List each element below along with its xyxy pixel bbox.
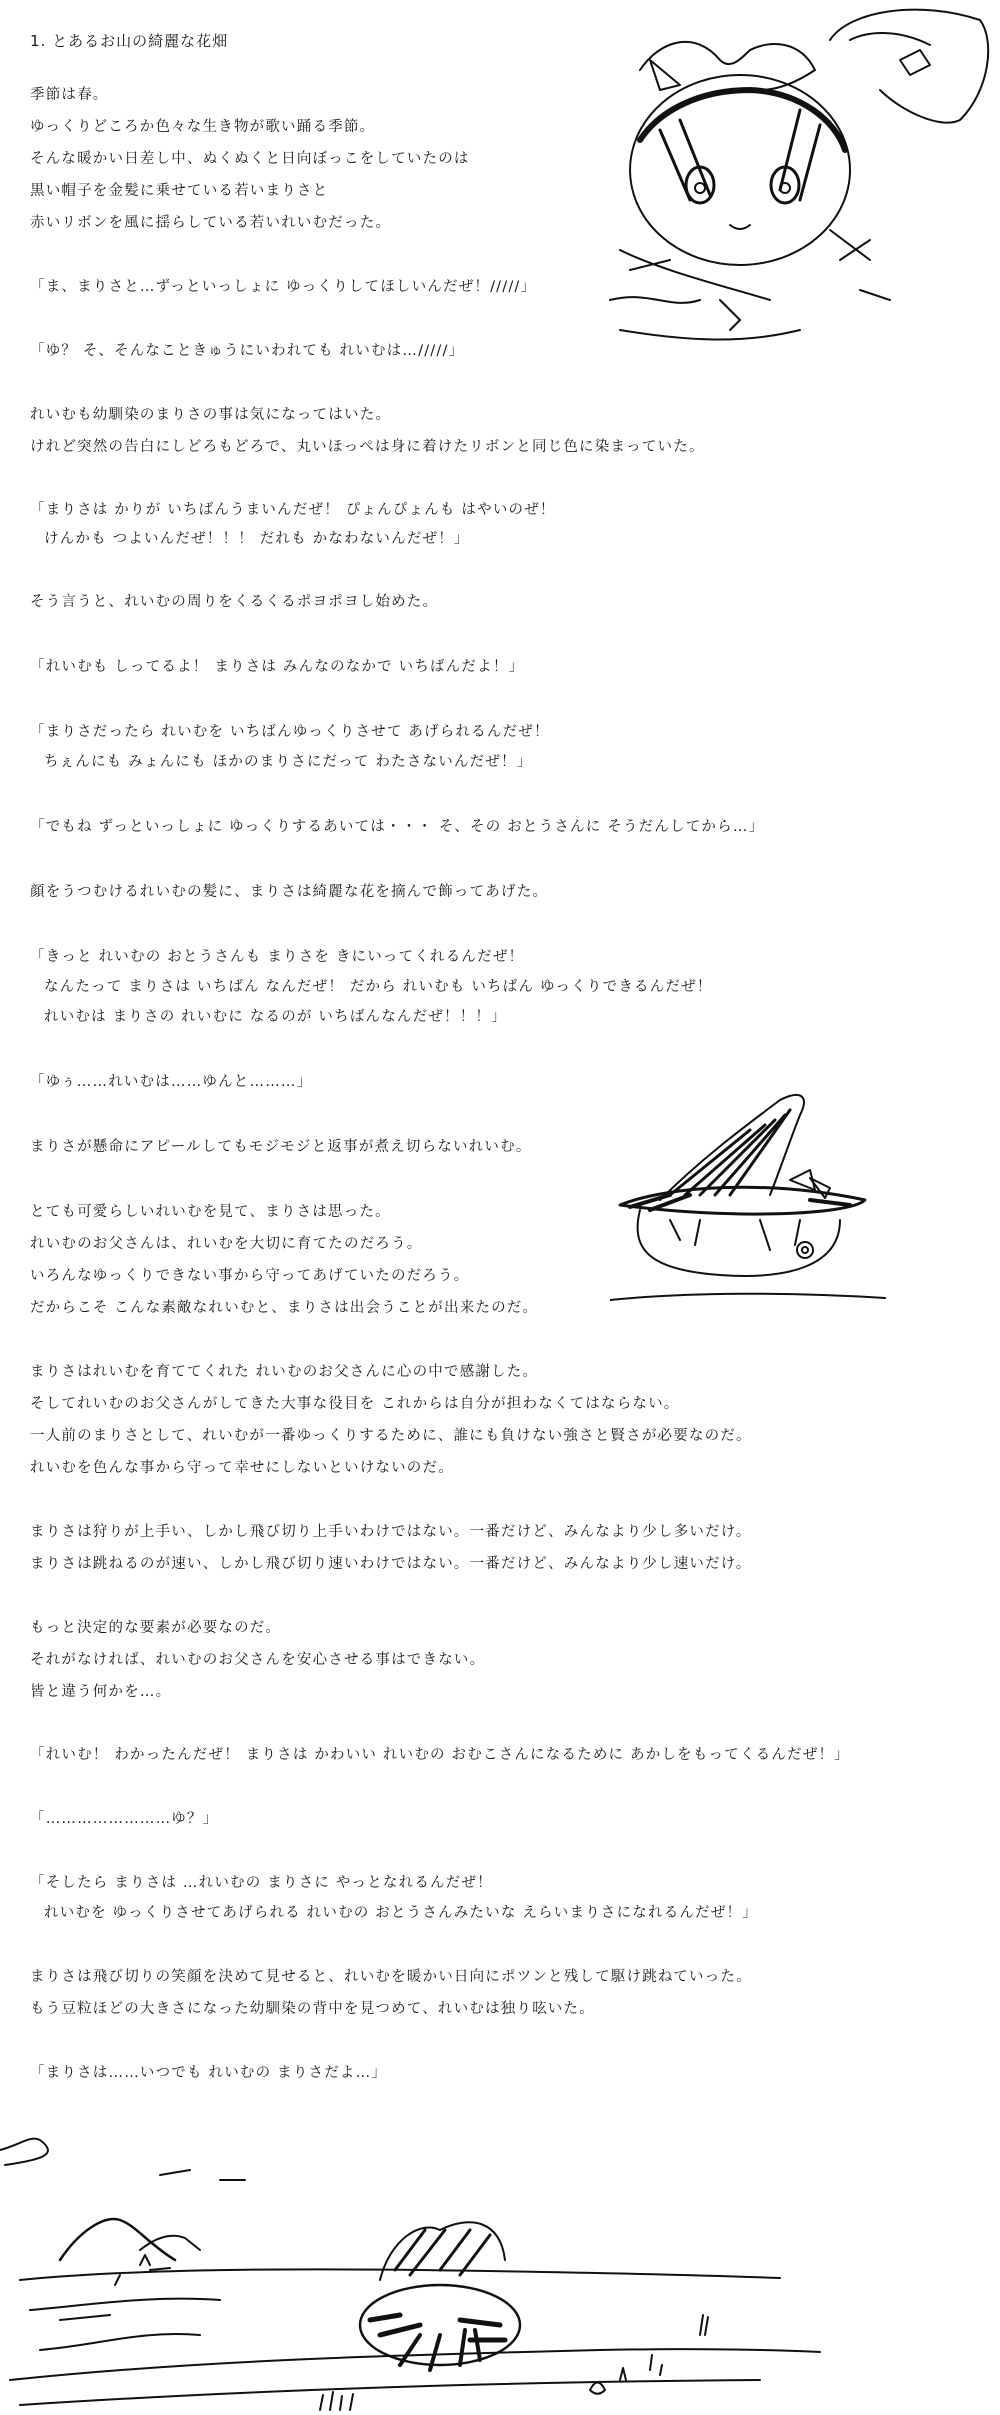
story-line: 一人前のまりさとして、れいむが一番ゆっくりするために、誰にも負けない強さと賢さが必要なのだ。 — [30, 1428, 752, 1444]
story-line: 顔をうつむけるれいむの髪に、まりさは綺麗な花を摘んで飾ってあげた。 — [30, 884, 549, 900]
story-line: れいむを色んな事から守って幸せにしないといけないのだ。 — [30, 1460, 454, 1476]
dialogue-line: 「そしたら まりさは …れいむの まりさに やっとなれるんだぜ！ — [30, 1875, 493, 1891]
reimu-marisa-sketch — [600, 0, 1000, 360]
story-line: それがなければ、れいむのお父さんを安心させる事はできない。 — [30, 1652, 486, 1668]
dialogue-line: 「でもね ずっといっしょに ゆっくりするあいては・・・ そ、その おとうさんに そうだんしてから…」 — [30, 819, 765, 835]
marisa-hat-sketch — [610, 1070, 890, 1310]
story-line: けれど突然の告白にしどろもどろで、丸いほっぺは身に着けたリボンと同じ色に染まっていた。 — [30, 439, 705, 455]
landscape-sketch — [0, 2120, 1000, 2415]
dialogue-line: 「ゆ？ そ、そんなこときゅうにいわれても れいむは…/////」 — [30, 343, 465, 359]
story-line: まりさはれいむを育ててくれた れいむのお父さんに心の中で感謝した。 — [30, 1364, 539, 1380]
story-line: ゆっくりどころか色々な生き物が歌い踊る季節。 — [30, 119, 376, 135]
story-line: そしてれいむのお父さんがしてきた大事な役目を これからは自分が担わなくてはならない。 — [30, 1396, 680, 1412]
story-line: 季節は春。 — [30, 87, 109, 103]
story-line: まりさは跳ねるのが速い、しかし飛び切り速いわけではない。一番だけど、みんなより少し速いだけ。 — [30, 1556, 752, 1572]
dialogue-line: 「まりさは……いつでも れいむの まりさだよ…」 — [30, 2065, 388, 2081]
story-line: そう言うと、れいむの周りをくるくるポヨポヨし始めた。 — [30, 594, 439, 610]
story-line: まりさが懸命にアピールしてもモジモジと返事が煮え切らないれいむ。 — [30, 1139, 532, 1155]
story-title: 1. とあるお山の綺麗な花畑 — [30, 32, 229, 50]
dialogue-line: ちぇんにも みょんにも ほかのまりさにだって わたさないんだぜ！」 — [44, 754, 533, 770]
story-line: そんな暖かい日差し中、ぬくぬくと日向ぼっこをしていたのは — [30, 151, 470, 167]
dialogue-line: 「まりさは かりが いちばんうまいんだぜ！ ぴょんぴょんも はやいのぜ！ — [30, 502, 556, 518]
dialogue-line: 「れいむ！ わかったんだぜ！ まりさは かわいい れいむの おむこさんになるために あかしをもってくるんだぜ！」 — [30, 1747, 850, 1763]
story-line: れいむも幼馴染のまりさの事は気になってはいた。 — [30, 407, 392, 423]
dialogue-line: 「ゆぅ……れいむは……ゆんと………」 — [30, 1074, 313, 1090]
dialogue-line: れいむは まりさの れいむに なるのが いちばんなんだぜ！！！」 — [44, 1009, 507, 1025]
story-line: もっと決定的な要素が必要なのだ。 — [30, 1620, 282, 1636]
dialogue-line: 「れいむも しってるよ！ まりさは みんなのなかで いちばんだよ！」 — [30, 659, 525, 675]
dialogue-line: 「きっと れいむの おとうさんも まりさを きにいってくれるんだぜ！ — [30, 949, 525, 965]
dialogue-line: 「ま、まりさと…ずっといっしょに ゆっくりしてほしいんだぜ！/////」 — [30, 279, 537, 295]
dialogue-line: 「まりさだったら れいむを いちばんゆっくりさせて あげられるんだぜ！ — [30, 724, 550, 740]
story-line: 黒い帽子を金髪に乗せている若いまりさと — [30, 183, 329, 199]
story-line: まりさは飛び切りの笑顔を決めて見せると、れいむを暖かい日向にポツンと残して駆け跳ねていった。 — [30, 1969, 752, 1985]
story-line: まりさは狩りが上手い、しかし飛び切り上手いわけではない。一番だけど、みんなより少し多いだけ。 — [30, 1524, 752, 1540]
dialogue-line: れいむを ゆっくりさせてあげられる れいむの おとうさんみたいな えらいまりさになれるんだぜ！」 — [44, 1905, 758, 1921]
dialogue-line: 「……………………ゆ？」 — [30, 1811, 219, 1827]
story-line: 赤いリボンを風に揺らしている若いれいむだった。 — [30, 215, 392, 231]
story-line: もう豆粒ほどの大きさになった幼馴染の背中を見つめて、れいむは独り呟いた。 — [30, 2001, 595, 2017]
story-line: 皆と違う何かを…。 — [30, 1684, 172, 1700]
dialogue-line: けんかも つよいんだぜ！！！ だれも かなわないんだぜ！」 — [44, 531, 470, 547]
story-line: だからこそ こんな素敵なれいむと、まりさは出会うことが出来たのだ。 — [30, 1300, 539, 1316]
story-line: いろんなゆっくりできない事から守ってあげていたのだろう。 — [30, 1268, 470, 1284]
story-line: れいむのお父さんは、れいむを大切に育てたのだろう。 — [30, 1236, 423, 1252]
story-line: とても可愛らしいれいむを見て、まりさは思った。 — [30, 1204, 391, 1220]
dialogue-line: なんたって まりさは いちばん なんだぜ！ だから れいむも いちばん ゆっくりできるんだぜ！ — [44, 979, 713, 995]
